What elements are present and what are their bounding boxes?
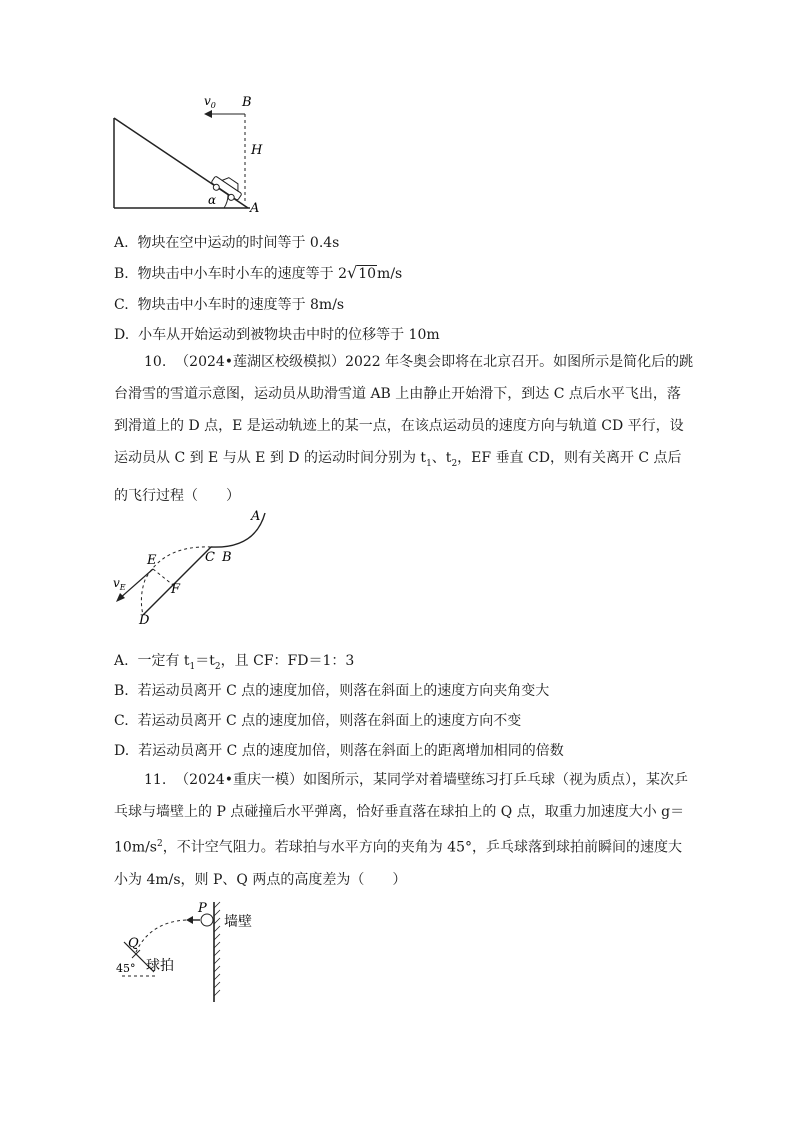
- q10-stem: 10. （2024•莲湖区校级模拟）2022 年冬奥会即将在北京召开。如图所示是简化后的跳台滑雪的雪道示意图，运动员从助滑雪道 AB 上由静止开始滑下，到达 C 点后水平飞出，落到滑道上的 D 点，E 是运动轨迹上的某一点，在该点运动员的速度方向与轨道 CD 平行，设运动员从 C 到 E 与从 E 到 D 的运动时间分别为 $t_1$、$t_2$，EF 垂直 CD，则有关离开 C 点后的飞行过程（ ）: [114, 354, 694, 504]
- figure-pingpong-wall: [110, 898, 290, 1006]
- label-H: H: [251, 143, 263, 158]
- q10-option-d: D. 若运动员离开 C 点的速度加倍，则落在斜面上的距离增加相同的倍数: [114, 743, 564, 759]
- label-D: D: [139, 613, 150, 628]
- label-C: C: [205, 550, 215, 565]
- label-Q: Q: [128, 936, 139, 951]
- q9-option-a: A. 物块在空中运动的时间等于 0.4s: [114, 235, 340, 251]
- sqrt-sign: √: [347, 263, 358, 282]
- label-wall: 墙壁: [224, 914, 252, 930]
- label-v0: $v_0$: [204, 94, 216, 110]
- label-45deg: 45°: [116, 962, 136, 975]
- q10-option-b: B. 若运动员离开 C 点的速度加倍，则落在斜面上的速度方向夹角变大: [114, 683, 550, 699]
- v0-arrow-head: [204, 110, 212, 118]
- label-E: E: [147, 553, 157, 568]
- EF-dashed: [153, 569, 173, 585]
- figure-ski-jump: [105, 505, 285, 630]
- wall-hatching: [214, 902, 220, 996]
- q9-option-d: D. 小车从开始运动到被物块击中时的位移等于 10m: [114, 327, 440, 343]
- q10-option-a: A. 一定有 $t_1=t_2$，且 CF：FD＝1：3: [114, 653, 355, 672]
- alpha-arc: [224, 195, 228, 208]
- label-alpha: α: [208, 193, 217, 207]
- label-F: F: [171, 582, 181, 597]
- q11-stem: 11. （2024•重庆一模）如图所示，某同学对着墙壁练习打乒乓球（视为质点），某次乒乓球与墙壁上的 P 点碰撞后水平弹离，恰好垂直落在球拍上的 Q 点，取重力加速度大小 $g=10m/s^2$，不计空气阻力。若球拍与水平方向的夹角为 45°，乒乓球落到球拍前瞬间的速度大小为 4m/s，则 P、Q 两点的高度差为（ ）: [114, 772, 689, 888]
- label-B2: B: [222, 550, 232, 565]
- q9-option-c: C. 物块击中小车时的速度等于 8m/s: [114, 297, 345, 313]
- label-A: A: [250, 201, 260, 216]
- label-paddle: 球拍: [146, 958, 174, 974]
- label-vE: $v_E$: [113, 576, 126, 592]
- q9-option-b: B. 物块击中小车时小车的速度等于 2√10m/s: [114, 263, 403, 282]
- q10-option-c: C. 若运动员离开 C 点的速度加倍，则落在斜面上的速度方向不变: [114, 713, 522, 729]
- label-A2: A: [251, 509, 261, 524]
- label-P: P: [198, 901, 207, 916]
- figure-incline-car: [100, 88, 280, 218]
- ball-arrow-head: [186, 916, 193, 924]
- label-B: B: [242, 95, 252, 110]
- ball-trajectory-dashed: [136, 920, 186, 952]
